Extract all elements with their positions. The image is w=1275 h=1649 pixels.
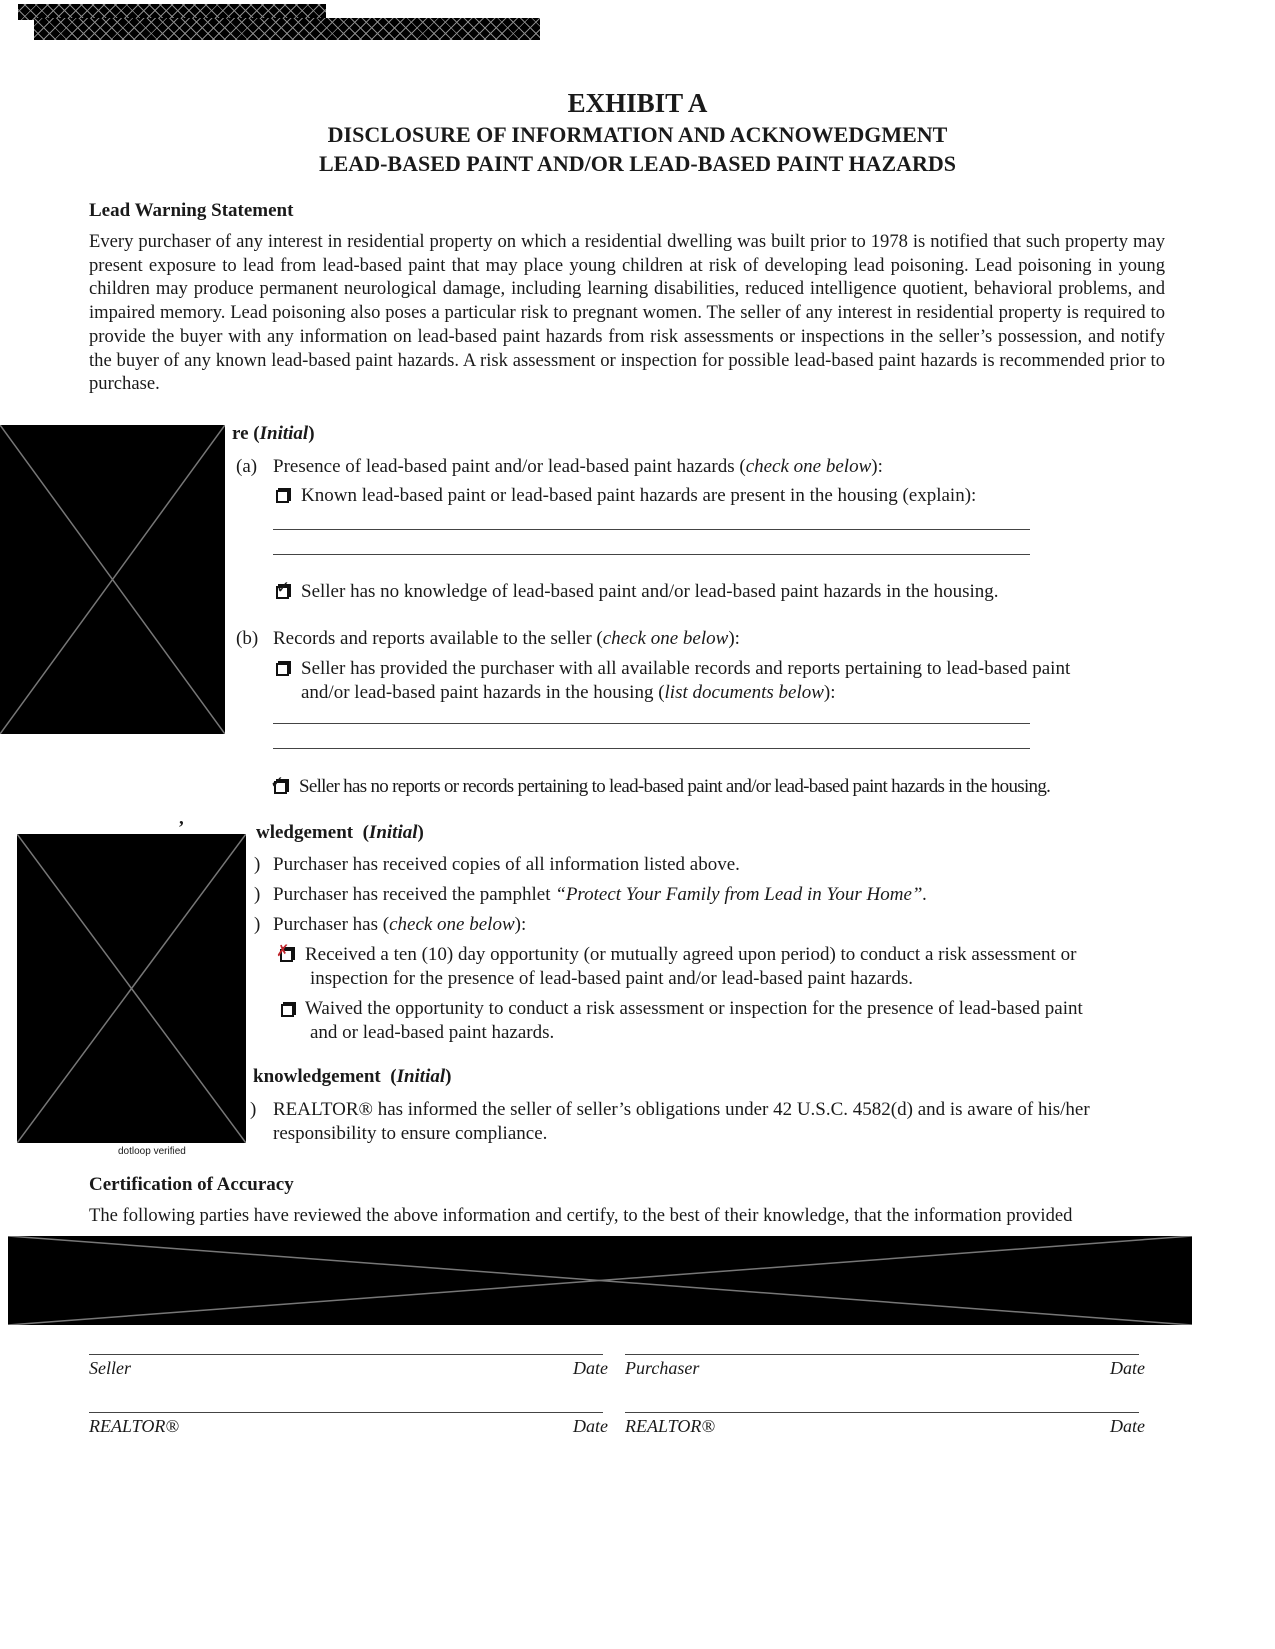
records-provided-tail: ): — [823, 682, 836, 703]
agent-ack-heading-fragment: knowledgement — [253, 1066, 381, 1087]
item-b-text — [273, 627, 740, 651]
redacted-seller-initials — [0, 425, 225, 734]
explain-line-1[interactable] — [273, 529, 1030, 530]
purchaser-signature-line[interactable] — [625, 1354, 1139, 1355]
item-a-tail: ): — [871, 456, 883, 477]
certification-text: The following parties have reviewed the above information and certify, to the best of their knowledge, that the information provided — [89, 1205, 1073, 1226]
item-d-marker: ) — [254, 884, 261, 905]
item-b-marker: (b) — [236, 628, 259, 649]
checkbox-records-provided[interactable] — [276, 663, 289, 676]
option-received-opportunity-line2: inspection for the presence of lead-based paint and/or lead-based paint hazards. — [310, 968, 913, 989]
option-known-lead-paint: Known lead-based paint or lead-based paint hazards are present in the housing (explain): — [301, 485, 977, 506]
item-b-label: Records and reports available to the seller ( — [273, 628, 603, 649]
check-mark-icon: ✓ — [270, 773, 285, 793]
item-a-hint: check one below — [745, 456, 872, 477]
stray-comma: , — [179, 808, 184, 829]
records-provided-line2-start: and/or lead-based paint hazards in the housing ( — [301, 682, 665, 703]
option-no-knowledge: Seller has no knowledge of lead-based paint and/or lead-based paint hazards in the housing. — [301, 581, 999, 602]
item-c-marker: ) — [254, 854, 261, 875]
item-e-text — [273, 913, 526, 937]
item-a-text — [273, 455, 883, 479]
purchaser-initial-label: Initial — [368, 822, 418, 843]
dotloop-verified-label: dotloop verified — [118, 1146, 186, 1157]
option-records-provided-line2 — [301, 681, 836, 705]
documents-line-1[interactable] — [273, 723, 1030, 724]
agent-ack-line2: responsibility to ensure compliance. — [273, 1123, 548, 1144]
item-e-hint: check one below — [389, 914, 515, 935]
purchaser-realtor-label: REALTOR® — [625, 1416, 715, 1436]
item-c-text: Purchaser has received copies of all information listed above. — [273, 854, 740, 875]
certification-heading: Certification of Accuracy — [89, 1174, 294, 1195]
seller-realtor-signature-line[interactable] — [89, 1412, 603, 1413]
item-a-marker: (a) — [236, 456, 258, 477]
records-provided-hint: list documents below — [664, 682, 824, 703]
item-b-tail: ): — [728, 628, 740, 649]
document-title: EXHIBIT A — [567, 88, 708, 118]
lead-warning-heading: Lead Warning Statement — [89, 200, 294, 221]
document-subtitle-1: DISCLOSURE OF INFORMATION AND ACKNOWEDGMENT — [327, 122, 948, 147]
purchaser-ack-heading: wledgement (Initial) — [256, 822, 424, 843]
agent-item-marker: ) — [250, 1099, 257, 1120]
seller-realtor-date-label: Date — [573, 1416, 608, 1436]
agent-ack-heading: knowledgement (Initial) — [253, 1066, 452, 1087]
seller-disclosure-heading: re (Initial) — [232, 423, 315, 444]
checkbox-waived-opportunity[interactable] — [281, 1004, 294, 1017]
option-waived-opportunity-line1: Waived the opportunity to conduct a risk assessment or inspection for the presence of lead-based paint — [305, 998, 1083, 1019]
option-no-records: Seller has no reports or records pertaining to lead-based paint and/or lead-based paint hazards in the housing. — [299, 776, 1051, 797]
documents-line-2[interactable] — [273, 748, 1030, 749]
pamphlet-title: “Protect Your Family from Lead in Your Home”. — [555, 884, 928, 905]
redacted-signature-block — [8, 1236, 1192, 1325]
purchaser-realtor-signature-line[interactable] — [625, 1412, 1139, 1413]
explain-line-2[interactable] — [273, 554, 1030, 555]
seller-date-label: Date — [573, 1358, 608, 1378]
checkbox-known-lead-paint[interactable] — [276, 490, 289, 503]
agent-ack-line1: REALTOR® has informed the seller of seller’s obligations under 42 U.S.C. 4582(d) and is aware of his/her — [273, 1099, 1090, 1120]
item-b-hint: check one below — [602, 628, 729, 649]
purchaser-date-label: Date — [1110, 1358, 1145, 1378]
seller-realtor-label: REALTOR® — [89, 1416, 179, 1436]
seller-disclosure-heading-fragment: re — [232, 423, 249, 444]
option-received-opportunity-line1: Received a ten (10) day opportunity (or mutually agreed upon period) to conduct a risk assessment or — [305, 944, 1077, 965]
purchaser-realtor-date-label: Date — [1110, 1416, 1145, 1436]
seller-signature-line[interactable] — [89, 1354, 603, 1355]
check-mark-icon: ✓ — [276, 578, 291, 598]
document-subtitle-2: LEAD-BASED PAINT AND/OR LEAD-BASED PAINT HAZARDS — [318, 151, 957, 176]
item-e-tail: ): — [514, 914, 527, 935]
option-waived-opportunity-line2: and or lead-based paint hazards. — [310, 1022, 555, 1043]
option-records-provided-line1: Seller has provided the purchaser with all available records and reports pertaining to lead-based paint — [301, 658, 1071, 679]
x-mark-icon: ✗ — [276, 941, 290, 960]
item-e-label: Purchaser has ( — [273, 914, 390, 935]
item-d-text — [273, 883, 927, 907]
seller-label: Seller — [89, 1358, 131, 1378]
item-d-label: Purchaser has received the pamphlet — [273, 884, 556, 905]
lead-warning-body: Every purchaser of any interest in residential property on which a residential dwelling was built prior to 1978 is notified that such property may present exposure to lead from lead-based paint that may place young children at risk of developing lead poisoning. Lead poisoning in young children may produce permanent neurological damage, including learning disabilities, reduced intelligence quotient, behavioral problems, and impaired memory. Lead poisoning also poses a particular risk to pregnant women. The seller of any interest in residential property is required to provide the buyer with any information on lead-based paint hazards from risk assessments or inspections in the seller’s possession, and notify the buyer of any known lead-based paint hazards. A risk assessment or inspection for possible lead-based paint hazards is recommended prior to purchase. — [89, 231, 1165, 395]
item-a-label: Presence of lead-based paint and/or lead-based paint hazards ( — [273, 456, 746, 477]
redacted-header-bottom — [34, 18, 540, 40]
purchaser-ack-heading-fragment: wledgement — [256, 822, 354, 843]
item-e-marker: ) — [254, 914, 261, 935]
redacted-purchaser-initials — [17, 834, 246, 1143]
agent-initial-label: Initial — [396, 1066, 446, 1087]
seller-initial-label: Initial — [259, 423, 309, 444]
purchaser-label: Purchaser — [625, 1358, 700, 1378]
